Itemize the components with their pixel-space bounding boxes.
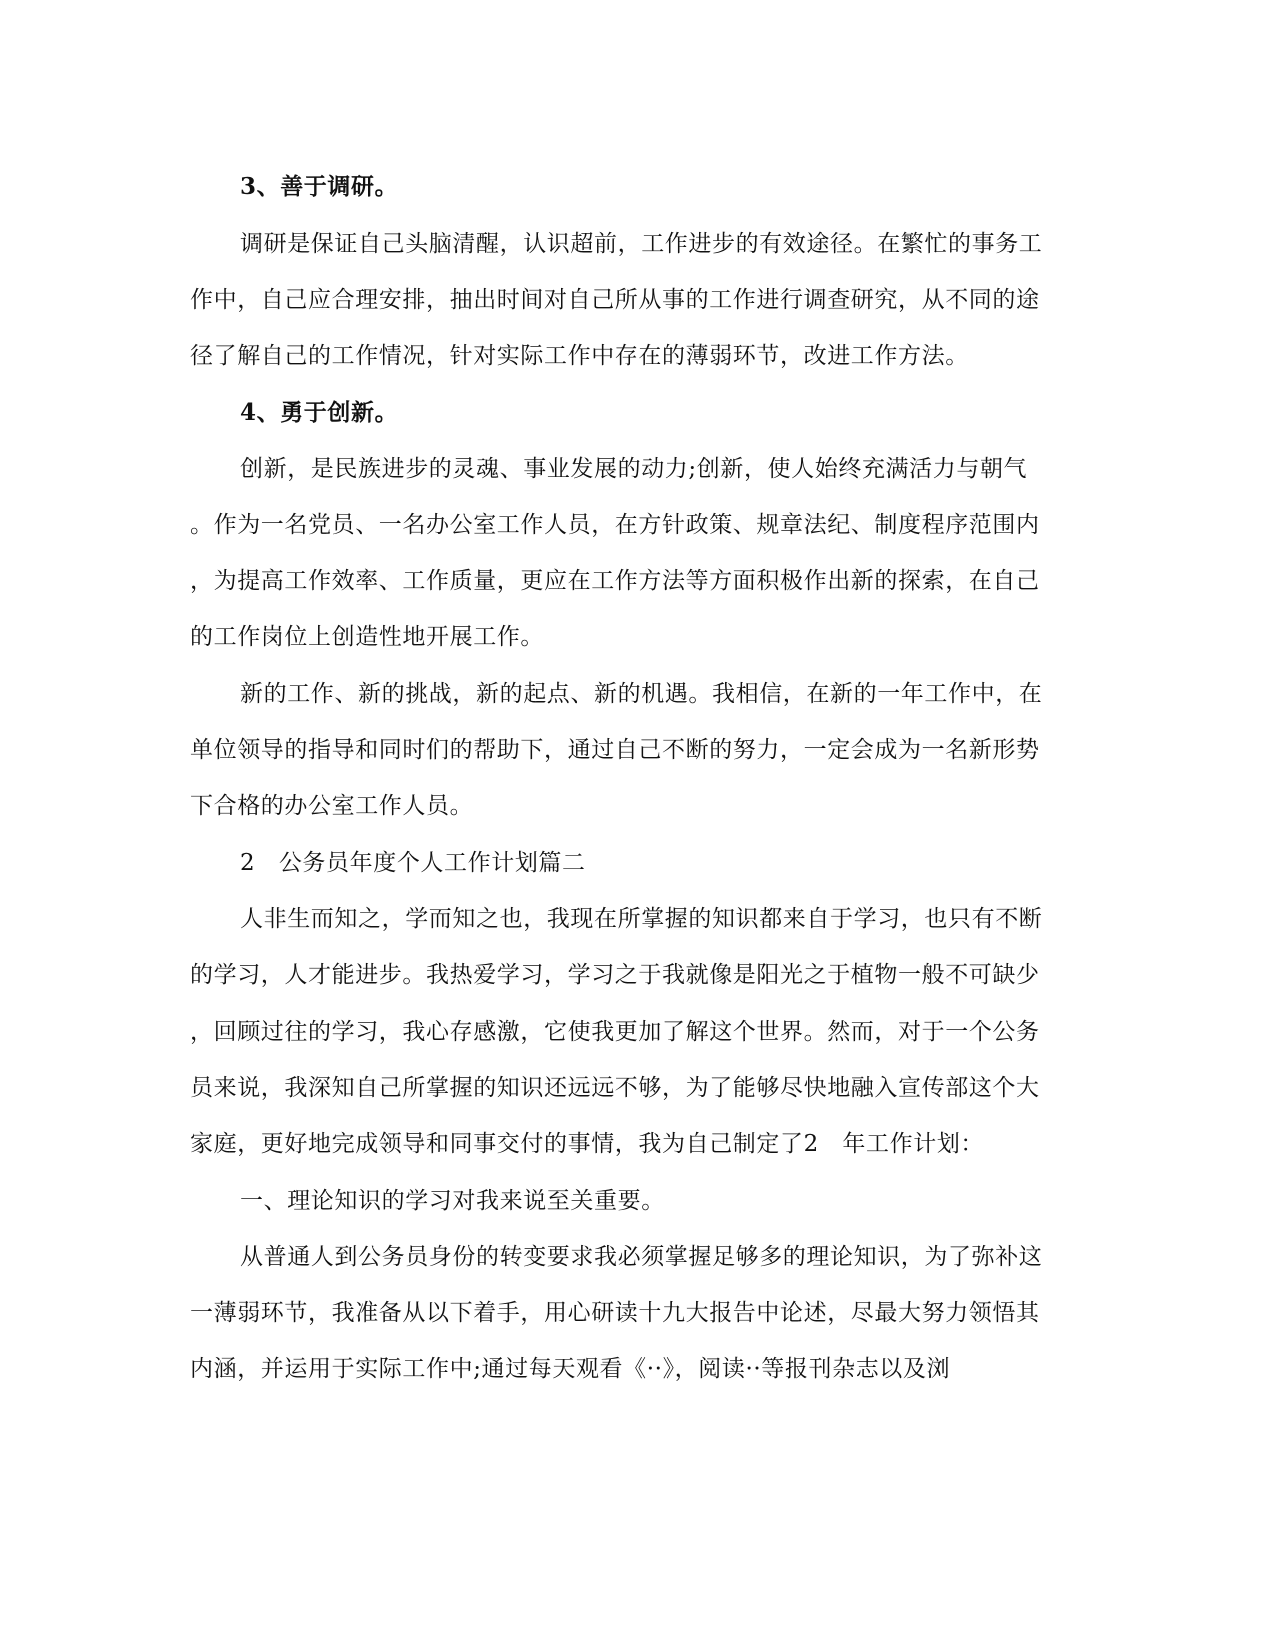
heading-innovation: 4、勇于创新。: [240, 399, 399, 426]
paragraph-line: ，为提高工作效率、工作质量，更应在工作方法等方面积极作出新的探索，在自己: [190, 568, 1040, 594]
paragraph-line: 的学习，人才能进步。我热爱学习，学习之于我就像是阳光之于植物一般不可缺少: [190, 962, 1040, 988]
paragraph-line: 新的工作、新的挑战，新的起点、新的机遇。我相信，在新的一年工作中，在: [240, 681, 1043, 707]
paragraph-line: 家庭，更好地完成领导和同事交付的事情，我为自己制定了2 年工作计划：: [190, 1131, 985, 1157]
paragraph-line: 调研是保证自己头脑清醒，认识超前，工作进步的有效途径。在繁忙的事务工: [240, 231, 1043, 257]
paragraph-line: 作中，自己应合理安排，抽出时间对自己所从事的工作进行调查研究，从不同的途: [190, 287, 1040, 313]
paragraph-line: 径了解自己的工作情况，针对实际工作中存在的薄弱环节，改进工作方法。: [190, 343, 969, 369]
paragraph-line: 创新，是民族进步的灵魂、事业发展的动力;创新，使人始终充满活力与朝气: [240, 456, 1028, 482]
heading-research: 3、善于调研。: [240, 173, 399, 200]
paragraph-line: 一薄弱环节，我准备从以下着手，用心研读十九大报告中论述，尽最大努力领悟其: [190, 1300, 1040, 1326]
paragraph-line: ，回顾过往的学习，我心存感激，它使我更加了解这个世界。然而，对于一个公务: [190, 1019, 1040, 1045]
paragraph-line: 员来说，我深知自己所掌握的知识还远远不够，为了能够尽快地融入宣传部这个大: [190, 1075, 1040, 1101]
paragraph-line: 。作为一名党员、一名办公室工作人员，在方针政策、规章法纪、制度程序范围内: [190, 512, 1040, 538]
paragraph-line: 一、理论知识的学习对我来说至关重要。: [240, 1188, 665, 1214]
section-title: 2 公务员年度个人工作计划篇二: [240, 850, 586, 876]
paragraph-line: 下合格的办公室工作人员。: [190, 793, 474, 819]
paragraph-line: 人非生而知之，学而知之也，我现在所掌握的知识都来自于学习，也只有不断: [240, 906, 1043, 932]
paragraph-line: 内涵，并运用于实际工作中;通过每天观看《··》，阅读··等报刊杂志以及浏: [190, 1356, 951, 1382]
paragraph-line: 单位领导的指导和同时们的帮助下，通过自己不断的努力，一定会成为一名新形势: [190, 737, 1040, 763]
paragraph-line: 从普通人到公务员身份的转变要求我必须掌握足够多的理论知识，为了弥补这: [240, 1244, 1043, 1270]
paragraph-line: 的工作岗位上创造性地开展工作。: [190, 624, 544, 650]
